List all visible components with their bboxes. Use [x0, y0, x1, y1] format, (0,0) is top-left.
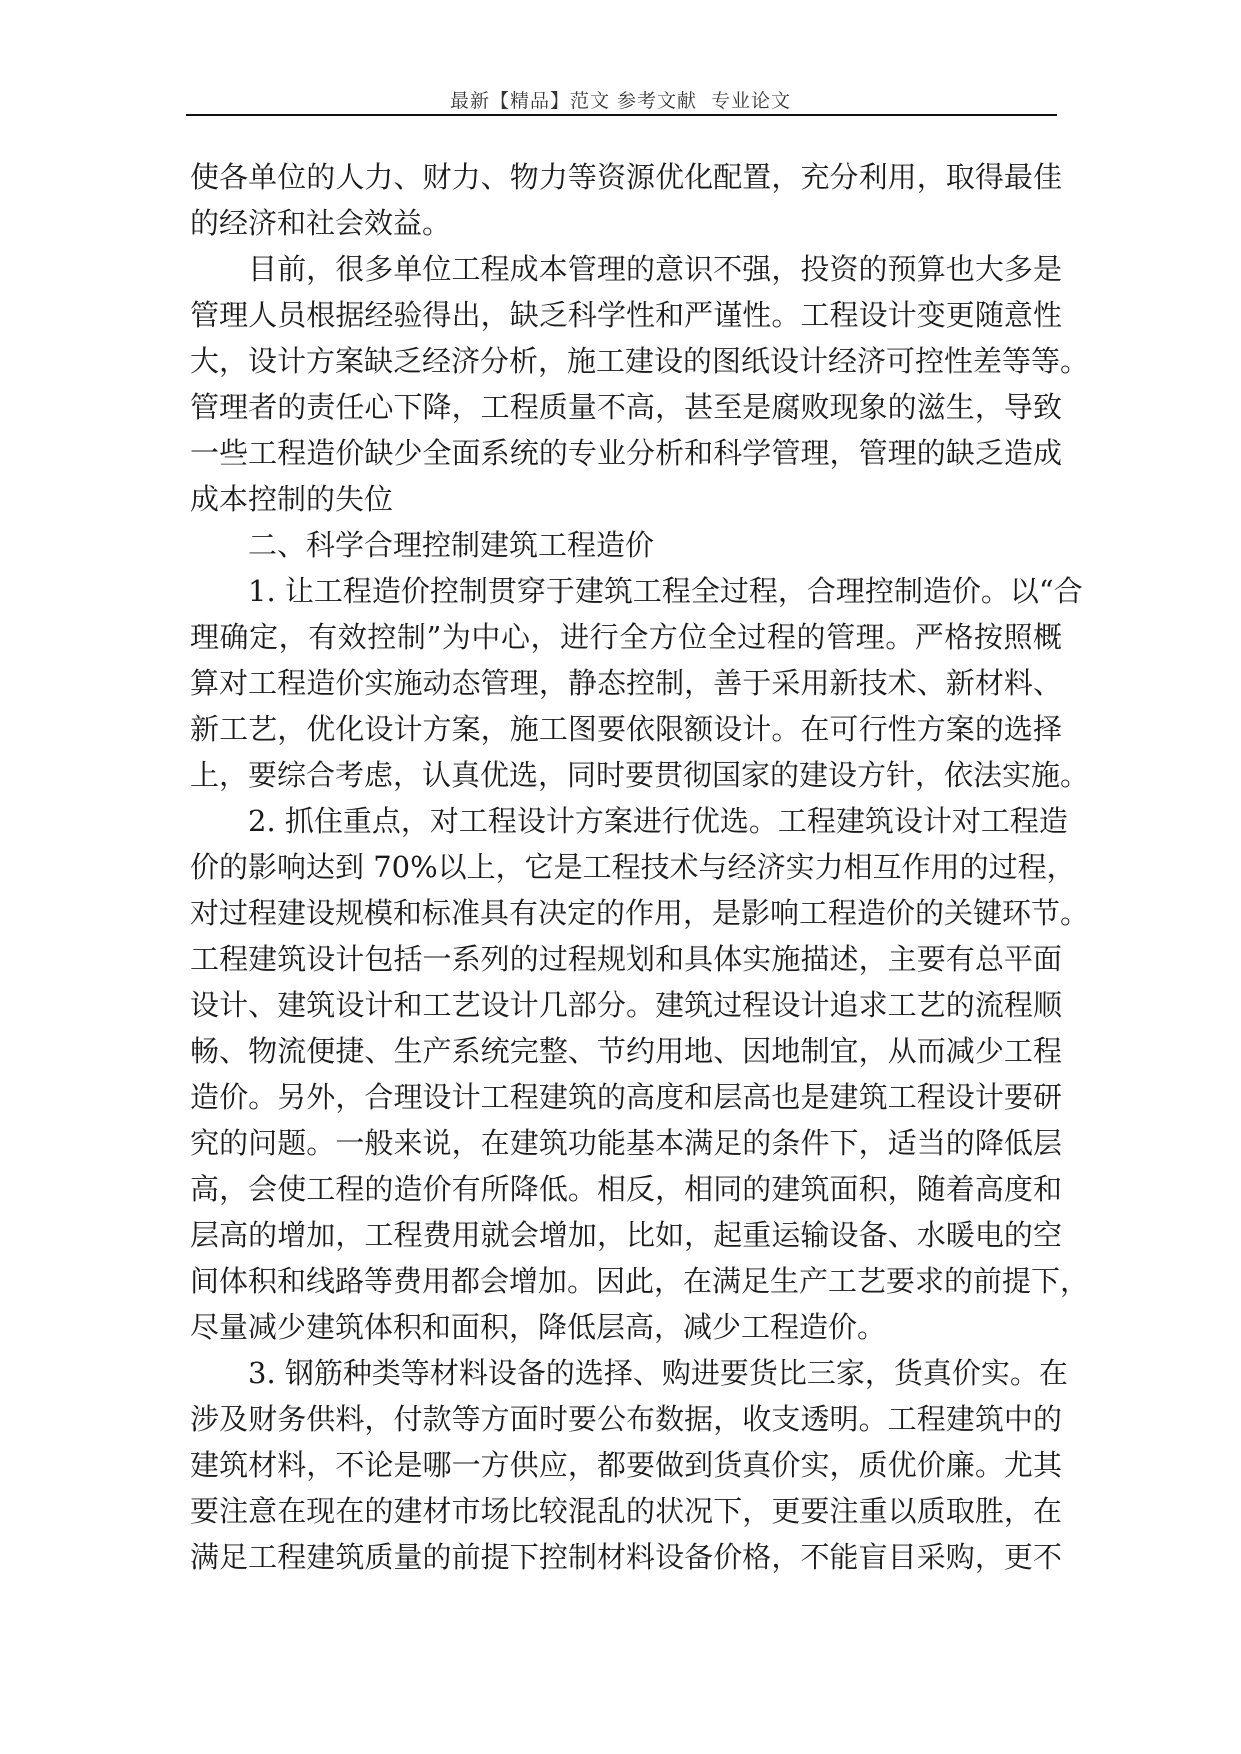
text-line: 1. 让工程造价控制贯穿于建筑工程全过程，合理控制造价。以“合 [248, 574, 1083, 608]
text-line: 对过程建设规模和标准具有决定的作用，是影响工程造价的关键环节。 [190, 896, 1090, 930]
text-line: 上，要综合考虑，认真优选，同时要贯彻国家的建设方针，依法实施。 [190, 758, 1090, 792]
text-line: 管理者的责任心下降，工程质量不高，甚至是腐败现象的滋生，导致 [190, 390, 1062, 424]
text-line: 成本控制的失位 [190, 482, 394, 516]
document-body [190, 154, 1090, 1580]
text-line: 一些工程造价缺少全面系统的专业分析和科学管理，管理的缺乏造成 [190, 436, 1062, 470]
text-line: 新工艺，优化设计方案，施工图要依限额设计。在可行性方案的选择 [190, 712, 1062, 746]
text-line: 使各单位的人力、财力、物力等资源优化配置，充分利用，取得最佳 [190, 160, 1062, 194]
text-line: 涉及财务供料，付款等方面时要公布数据，收支透明。工程建筑中的 [190, 1402, 1062, 1436]
text-line: 究的问题。一般来说，在建筑功能基本满足的条件下，适当的降低层 [190, 1126, 1062, 1160]
text-line: 造价。另外，合理设计工程建筑的高度和层高也是建筑工程设计要研 [190, 1080, 1062, 1114]
header-divider [186, 114, 1057, 116]
text-line: 建筑材料，不论是哪一方供应，都要做到货真价实，质优价廉。尤其 [190, 1448, 1062, 1482]
text-line: 设计、建筑设计和工艺设计几部分。建筑过程设计追求工艺的流程顺 [190, 988, 1062, 1022]
text-line: 要注意在现在的建材市场比较混乱的状况下，更要注重以质取胜，在 [190, 1494, 1062, 1528]
text-line: 间体积和线路等费用都会增加。因此，在满足生产工艺要求的前提下， [190, 1264, 1090, 1298]
page-header: 最新【精品】范文 参考文献 专业论文 [449, 90, 792, 112]
text-line: 满足工程建筑质量的前提下控制材料设备价格，不能盲目采购，更不 [190, 1540, 1062, 1574]
text-line: 目前，很多单位工程成本管理的意识不强，投资的预算也大多是 [248, 252, 1062, 286]
text-line: 价的影响达到 70%以上，它是工程技术与经济实力相互作用的过程， [190, 850, 1076, 884]
text-line: 高，会使工程的造价有所降低。相反，相同的建筑面积，随着高度和 [190, 1172, 1062, 1206]
text-line: 的经济和社会效益。 [190, 206, 452, 240]
text-line: 大，设计方案缺乏经济分析，施工建设的图纸设计经济可控性差等等。 [190, 344, 1090, 378]
text-line: 尽量减少建筑体积和面积，降低层高，减少工程造价。 [190, 1310, 887, 1344]
text-line: 2. 抓住重点，对工程设计方案进行优选。工程建筑设计对工程造 [248, 804, 1068, 838]
text-line: 管理人员根据经验得出，缺乏科学性和严谨性。工程设计变更随意性 [190, 298, 1062, 332]
text-line: 畅、物流便捷、生产系统完整、节约用地、因地制宜，从而减少工程 [190, 1034, 1062, 1068]
text-line: 算对工程造价实施动态管理，静态控制，善于采用新技术、新材料、 [190, 666, 1062, 700]
section-heading: 二、科学合理控制建筑工程造价 [248, 528, 655, 562]
text-line: 3. 钢筋种类等材料设备的选择、购进要货比三家，货真价实。在 [248, 1356, 1068, 1390]
text-line: 理确定，有效控制”为中心，进行全方位全过程的管理。严格按照概 [190, 620, 1062, 654]
text-line: 工程建筑设计包括一系列的过程规划和具体实施描述，主要有总平面 [190, 942, 1062, 976]
text-line: 层高的增加，工程费用就会增加，比如，起重运输设备、水暖电的空 [190, 1218, 1062, 1252]
